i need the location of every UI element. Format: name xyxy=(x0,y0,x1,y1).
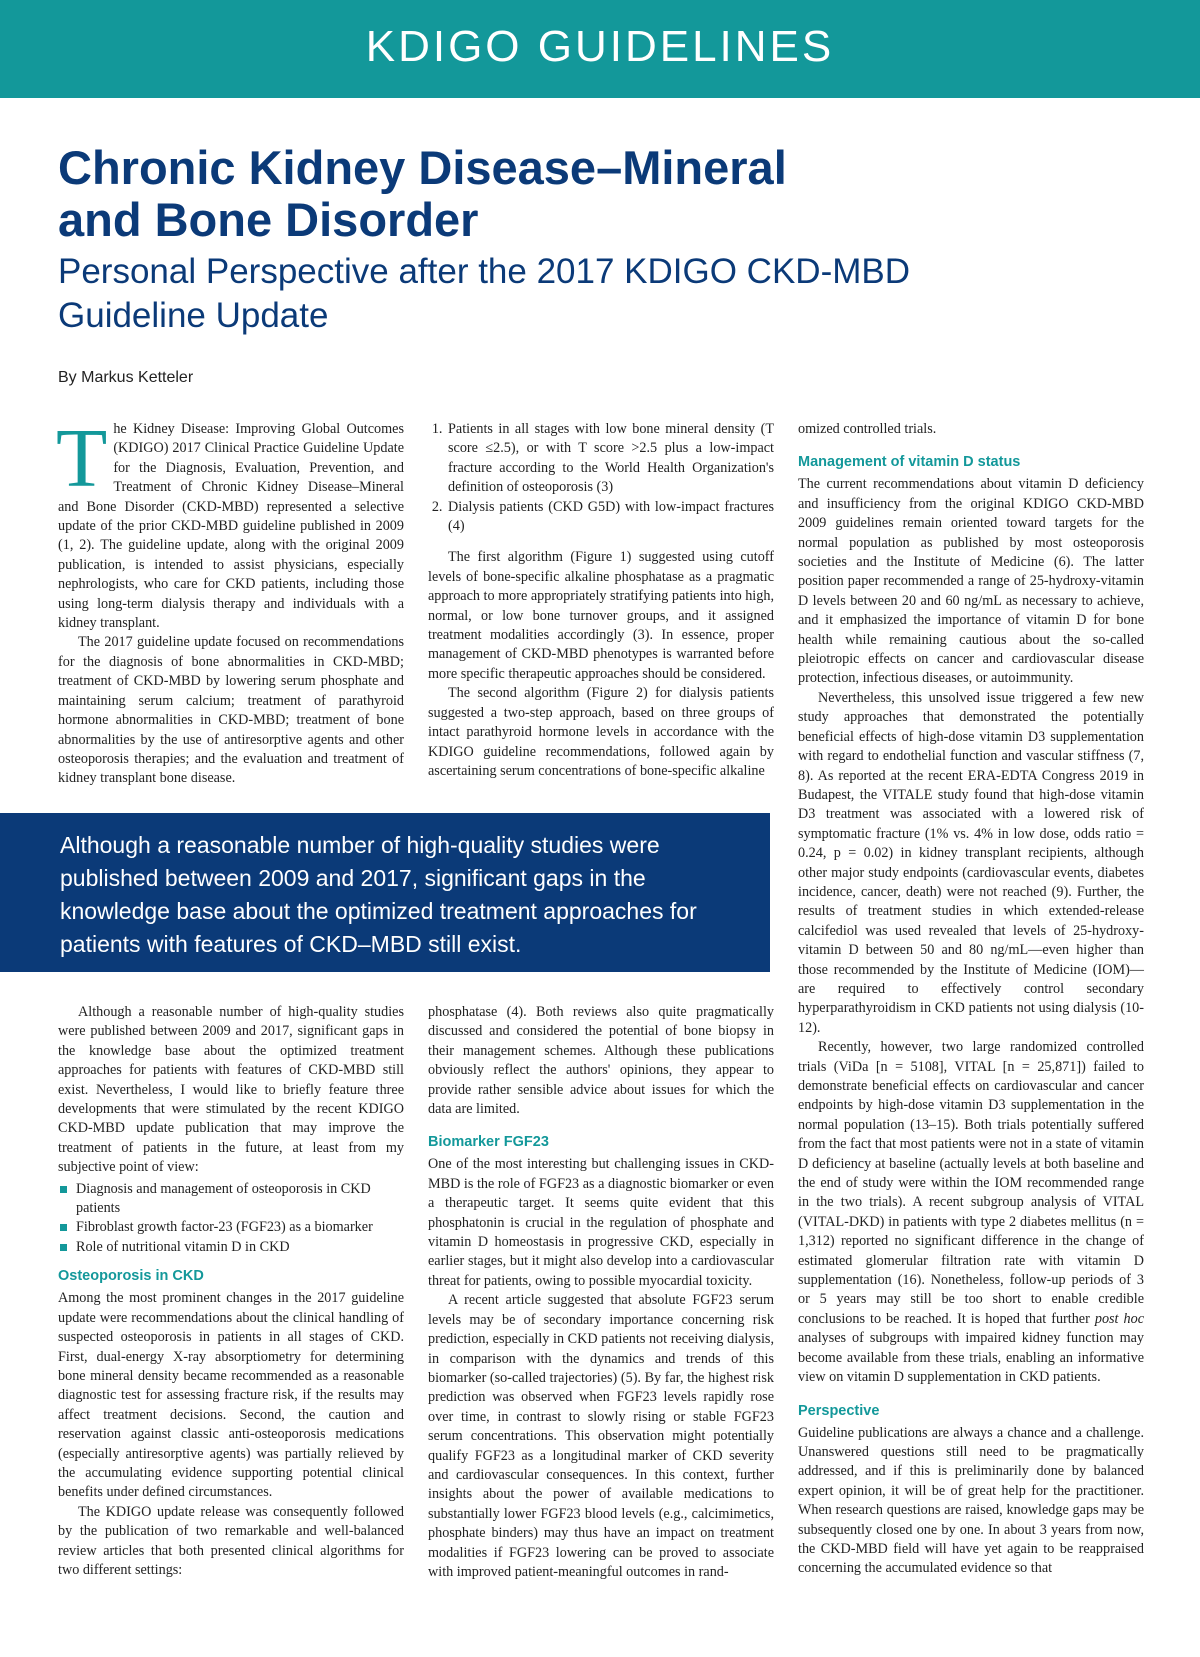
paragraph: One of the most interesting but challenging issues in CKD-MBD is the role of FGF23 as a diagnostic biomarker or even a therapeutic target. It seems quite evident that this phosphatonin is crucial in the regulation of phosphate and vitamin D homeostasis in progressive CKD, especially in earlier stages, but it might also develop into a cardiovascular threat for patients, owing to possible myocardial toxicity. xyxy=(428,1156,774,1289)
column-1-bottom xyxy=(58,1003,404,1580)
list-item xyxy=(58,1180,404,1219)
paragraph: The 2017 guideline update focused on recommendations for the diagnosis of bone abnormalities in CKD-MBD; treatment of CKD-MBD by lowering serum phosphate and maintaining serum calcium; treatment of parathyroid hormone abnormalities in CKD-MBD; treatment of bone abnormalities by the use of antiresorptive agents and other osteoporosis therapies; and the evaluation and treatment of kidney transplant bone disease. xyxy=(58,634,404,787)
paragraph: phosphatase (4). Both reviews also quite pragmatically discussed and considered the potential of bone biopsy in their management schemes. Although these publications obviously reflect the authors' opinions, they appear to provide rather sensible advice about issues for which the data are limited. xyxy=(428,1004,774,1118)
paragraph xyxy=(798,1038,1144,1387)
topics-list xyxy=(58,1180,404,1258)
subtitle-line-1: Personal Perspective after the 2017 KDIGO CKD-MBD xyxy=(58,252,911,291)
column-2-top xyxy=(428,420,774,781)
subtitle-line-2: Guideline Update xyxy=(58,296,329,335)
intro-paragraph xyxy=(56,412,404,633)
section-banner xyxy=(0,0,1200,98)
paragraph-text: Recently, however, two large randomized controlled trials (ViDa [n = 5108], VITAL [n = 25,871]) failed to demonstrate beneficial effects on cardiovascular and cancer endpoints by high-dose vitamin D3 supplementation in the normal population (13–15). Both trials potentially suffered from the fact that most patients were not in a state of vitamin D deficiency at baseline (actually levels at both baseline and the end of study were within the IOM recommended range in the two trials). A recent subgroup analysis of VITAL (VITAL-DKD) in patients with type 2 diabetes mellitus (n = 1,312) reported no significant difference in the change of estimated glomerular filtration rate with vitamin D supplementation (16). Nonetheless, follow-up periods of 3 or 5 years may still be too short to enable credible conclusions to be reached. It is hoped that further xyxy=(798,1039,1144,1327)
title-line-1: Chronic Kidney Disease–Mineral xyxy=(58,141,787,194)
paragraph: Nevertheless, this unsolved issue triggered a few new study approaches that demonstrated the potentially beneficial effects of high-dose vitamin D3 supplementation with regard to endothelial function and vascular stiffness (7, 8). As reported at the recent ERA-EDTA Congress 2019 in Budapest, the VITALE study found that high-dose vitamin D3 treatment was associated with a lowered risk of symptomatic fracture (1% vs. 4% in low dose, odds ratio = 0.24, p = 0.02) in kidney transplant recipients, although other major study endpoints (cardiovascular events, diabetes incidence, cancer, death) were not reached (9). Further, the results of treatment studies in which extended-release calcifediol was used revealed that levels of 25-hydroxy-vitamin D between 50 and 80 ng/mL—even higher than those recommended by the Institute of Medicine (IOM)—are required to effectively control secondary hyperparathyroidism in CKD patients not using dialysis (10-12). xyxy=(798,689,1144,1036)
paragraph: The current recommendations about vitamin D deficiency and insufficiency from the original KDIGO CKD-MBD 2009 guidelines remain oriented toward targets for the normal population as published by most osteoporosis societies and the Institute of Medicine (6). The latter position paper recommended a range of 25-hydroxy-vitamin D levels between 20 and 60 ng/mL as necessary to achieve, and it emphasized the importance of vitamin D for bone health while remaining cautious about the so-called pleiotropic effects on cancer and cardiovascular disease protection, infectious diseases, or autoimmunity. xyxy=(798,476,1144,687)
list-item-label: Fibroblast growth factor-23 (FGF23) as a biomarker xyxy=(76,1219,373,1236)
pull-quote-text: Although a reasonable number of high-quality studies were published between 2009 and 2017, significant gaps in the knowledge base about the optimized treatment approaches for patients with features of CKD–MBD still exist. xyxy=(60,832,697,957)
column-1-top xyxy=(56,412,404,789)
italic-term: post hoc xyxy=(1094,1310,1144,1327)
banner-label: KDIGO GUIDELINES xyxy=(365,22,835,71)
list-item-label: Diagnosis and management of osteoporosis in CKD patients xyxy=(76,1180,371,1217)
bullet-square-icon xyxy=(60,1186,67,1193)
intro-text: he Kidney Disease: Improving Global Outcomes (KDIGO) 2017 Clinical Practice Guideline Update for the Diagnosis, Evaluation, Prevention, and Treatment of Chronic Kidney Disease–Mineral and Bone Disorder (CKD-MBD) represented a selective update of the prior CKD-MBD guideline published in 2009 (1, 2). The guideline update, along with the original 2009 publication, is intended to assist physicians, especially nephrologists, who care for CKD patients, including those using long-term dialysis therapy and individuals with a kidney transplant. xyxy=(58,421,404,632)
column-3 xyxy=(798,420,1144,1579)
list-item xyxy=(58,1218,404,1237)
paragraph: Among the most prominent changes in the 2017 guideline update were recommendations about the clinical handling of suspected osteoporosis in patients in all stages of CKD. First, dual-energy X-ray absorptiometry for determining bone mineral density became recommended as a reasonable diagnostic test for assessing fracture risk, if the results may affect treatment decisions. Second, the caution and reservation against classic anti-osteoporosis medications (especially antiresorptive agents) was partially relieved by the accumulating evidence supporting potential clinical benefits under defined circumstances. xyxy=(58,1290,404,1501)
article-title xyxy=(58,142,1158,246)
section-heading-fgf23: Biomarker FGF23 xyxy=(428,1134,549,1151)
list-item: 1. Patients in all stages with low bone mineral density (T score ≤2.5), or with T score >2.5 plus a low-impact fracture according to the World Health Organization's definition of osteoporosis (3) xyxy=(446,420,774,498)
list-item-label: Role of nutritional vitamin D in CKD xyxy=(76,1238,290,1255)
paragraph: Although a reasonable number of high-quality studies were published between 2009 and 2017, significant gaps in the knowledge base about the optimized treatment approaches for patients with features of CKD-MBD still exist. Nevertheless, I would like to briefly feature three developments that were stimulated by the recent KDIGO CKD-MBD update publication that may improve the treatment of patients in the future, at least from my subjective point of view: xyxy=(58,1004,404,1176)
paragraph: The first algorithm (Figure 1) suggested using cutoff levels of bone-specific alkaline phosphatase as a pragmatic approach to more appropriately stratifying patients into high, normal, or low bone turnover groups, and it assigned treatment modalities accordingly (3). In essence, proper management of CKD-MBD phenotypes is warranted before more specific therapeutic approaches should be considered. xyxy=(428,549,774,682)
paragraph: omized controlled trials. xyxy=(798,421,937,437)
bullet-square-icon xyxy=(60,1224,67,1231)
article-subtitle xyxy=(58,250,1158,338)
section-heading-vitamin-d: Management of vitamin D status xyxy=(798,454,1021,471)
paragraph: A recent article suggested that absolute FGF23 serum levels may be of secondary importance concerning risk prediction, especially in CKD patients not receiving dialysis, in comparison with the dynamics and trends of this biomarker (so-called trajectories) (5). By far, the highest risk prediction was observed when FGF23 levels rapidly rose over time, in contrast to slowly rising or stable FGF23 serum concentrations. This observation might potentially qualify FGF23 as a longitudinal marker of CKD severity and cardiovascular consequences. In this context, further insights about the power of available medications to substantially lower FGF23 blood levels (e.g., calcimimetics, phosphate binders) may thus have an impact on treatment modalities if FGF23 lowering can be proved to associate with improved patient-meaningful outcomes in rand- xyxy=(428,1292,774,1580)
pull-quote-box xyxy=(0,813,770,972)
paragraph-text: analyses of subgroups with impaired kidney function may become available from these trials, enabling an informative view on vitamin D supplementation in CKD patients. xyxy=(798,1330,1144,1386)
title-line-2: and Bone Disorder xyxy=(58,193,479,246)
column-2-bottom xyxy=(428,1003,774,1582)
settings-list xyxy=(428,420,774,536)
section-heading-osteoporosis: Osteoporosis in CKD xyxy=(58,1268,204,1285)
byline: By Markus Ketteler xyxy=(58,369,194,386)
bullet-square-icon xyxy=(60,1244,67,1251)
paragraph: Guideline publications are always a chance and a challenge. Unanswered questions still need to be pragmatically addressed, and if this is preliminarily done by balanced expert opinion, it will be of great help for the practitioner. When research questions are raised, knowledge gaps may be subsequently closed one by one. In about 3 years from now, the CKD-MBD field will have yet again to be reappraised concerning the accumulated evidence so that xyxy=(798,1424,1144,1577)
list-item: 2. Dialysis patients (CKD G5D) with low-impact fractures (4) xyxy=(446,498,774,537)
paragraph: The second algorithm (Figure 2) for dialysis patients suggested a two-step approach, based on three groups of intact parathyroid hormone levels in accordance with the KDIGO guideline recommendations, followed again by ascertaining serum concentrations of bone-specific alkaline xyxy=(428,685,774,779)
list-item xyxy=(58,1238,404,1257)
section-heading-perspective: Perspective xyxy=(798,1402,880,1419)
paragraph: The KDIGO update release was consequently followed by the publication of two remarkable and well-balanced review articles that both presented clinical algorithms for two different settings: xyxy=(58,1503,404,1578)
drop-cap: T xyxy=(56,412,108,505)
